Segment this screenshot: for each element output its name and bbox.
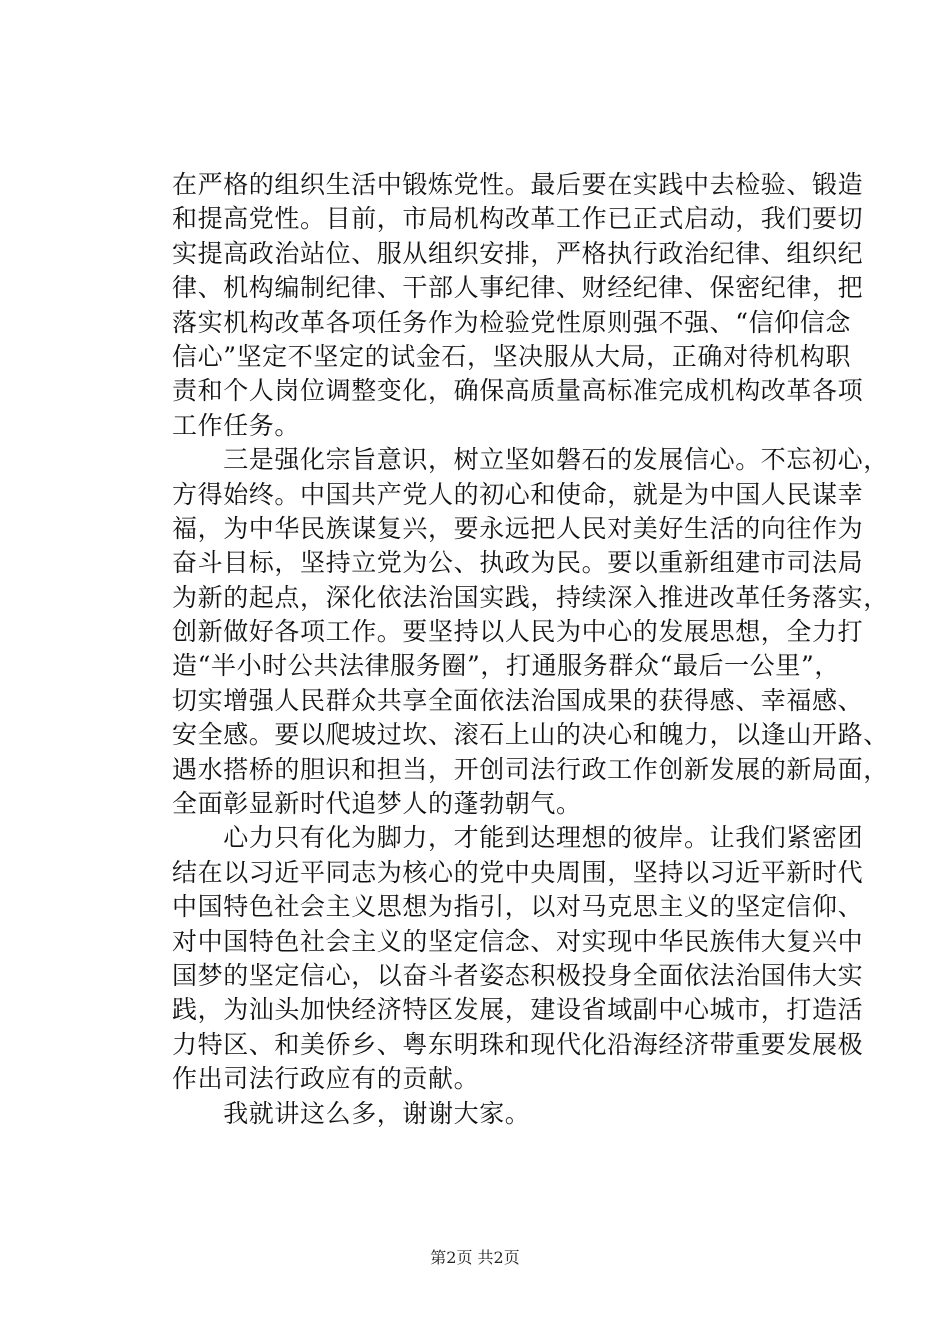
text-line: 创新做好各项工作。要坚持以人民为中心的发展思想，全力打 (172, 617, 864, 647)
text-line: 切实增强人民群众共享全面依法治国成果的获得感、幸福感、 (172, 685, 864, 715)
text-line: 安全感。要以爬坡过坎、滚石上山的决心和魄力，以逢山开路、 (172, 720, 889, 750)
text-line: 遇水搭桥的胆识和担当，开创司法行政工作创新发展的新局面， (172, 754, 889, 784)
text-line: 对中国特色社会主义的坚定信念、对实现中华民族伟大复兴中 (172, 926, 864, 956)
text-line: 方得始终。中国共产党人的初心和使命，就是为中国人民谋幸 (172, 479, 864, 509)
text-line: 实提高政治站位、服从组织安排，严格执行政治纪律、组织纪 (172, 238, 864, 268)
text-line: 造“半小时公共法律服务圈”，打通服务群众“最后一公里”， (172, 651, 840, 681)
text-line: 践，为汕头加快经济特区发展，建设省域副中心城市，打造活 (172, 995, 864, 1025)
text-line: 全面彰显新时代追梦人的蓬勃朝气。 (172, 789, 582, 819)
document-body (172, 168, 889, 1131)
text-line: 心力只有化为脚力，才能到达理想的彼岸。让我们紧密团 (172, 823, 864, 853)
text-line: 奋斗目标，坚持立党为公、执政为民。要以重新组建市司法局 (172, 548, 864, 578)
text-line: 国梦的坚定信心，以奋斗者姿态积极投身全面依法治国伟大实 (172, 960, 864, 990)
text-line: 在严格的组织生活中锻炼党性。最后要在实践中去检验、锻造 (172, 170, 864, 199)
text-line: 力特区、和美侨乡、粤东明珠和现代化沿海经济带重要发展极 (172, 1029, 864, 1059)
text-line: 中国特色社会主义思想为指引，以对马克思主义的坚定信仰、 (172, 892, 864, 922)
text-line: 我就讲这么多，谢谢大家。 (172, 1098, 531, 1128)
text-line: 落实机构改革各项任务作为检验党性原则强不强、“信仰信念 (172, 307, 851, 337)
text-line: 作出司法行政应有的贡献。 (172, 1064, 480, 1094)
text-line: 律、机构编制纪律、干部人事纪律、财经纪律、保密纪律，把 (172, 273, 864, 303)
text-line: 为新的起点，深化依法治国实践，持续深入推进改革任务落实， (172, 582, 889, 612)
text-line: 和提高党性。目前，市局机构改革工作已正式启动，我们要切 (172, 204, 864, 234)
text-line: 结在以习近平同志为核心的党中央周围，坚持以习近平新时代 (172, 857, 864, 887)
page-footer: 第2页 共2页 (430, 1248, 520, 1267)
text-line: 责和个人岗位调整变化，确保高质量高标准完成机构改革各项 (172, 376, 864, 406)
text-line: 三是强化宗旨意识，树立坚如磐石的发展信心。不忘初心， (172, 445, 889, 475)
text-line: 信心”坚定不坚定的试金石，坚决服从大局，正确对待机构职 (172, 341, 851, 371)
text-line: 福，为中华民族谋复兴，要永远把人民对美好生活的向往作为 (172, 513, 864, 543)
text-line: 工作任务。 (172, 410, 301, 440)
